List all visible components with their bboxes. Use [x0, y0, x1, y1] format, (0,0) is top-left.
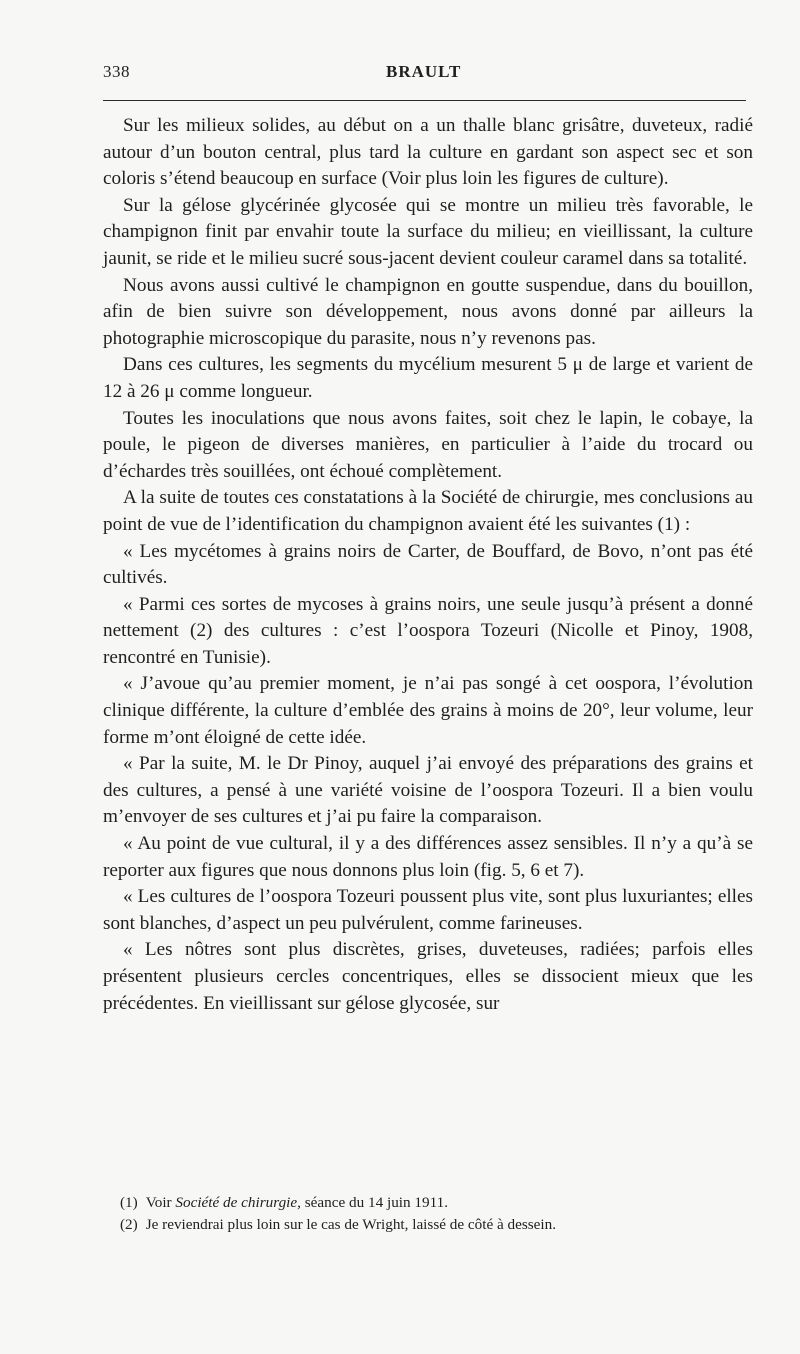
paragraph: « Par la suite, M. le Dr Pinoy, auquel j’ai envoyé des préparations des grains et des cultures, a pensé à une variété voisine de l’oospora Tozeuri. Il a bien voulu m’envoyer de ses cultures et j’ai pu faire la comparaison.: [103, 753, 753, 828]
header-rule: [103, 100, 746, 101]
paragraph: Nous avons aussi cultivé le champignon en goutte suspendue, dans du bouillon, afin de bien suivre son développement, nous avons donné par ailleurs la photographie microscopique du parasite, nous n’y revenons pas.: [103, 274, 753, 349]
paragraph: « Les cultures de l’oospora Tozeuri poussent plus vite, sont plus luxuriantes; elles sont blanches, d’aspect un peu pulvérulent, comme farineuses.: [103, 886, 753, 934]
page-number: 338: [103, 62, 130, 81]
running-title: BRAULT: [386, 62, 462, 81]
footnote-1: [120, 1192, 740, 1214]
footnote-text: Voir: [145, 1194, 172, 1211]
footnote-journal: Société de chirurgie,: [175, 1194, 301, 1211]
paragraph: Dans ces cultures, les segments du mycélium mesurent 5 μ de large et varient de 12 à 26 μ comme longueur.: [103, 354, 753, 402]
paragraph: Toutes les inoculations que nous avons faites, soit chez le lapin, le cobaye, la poule, le pigeon de diverses manières, en particulier à l’aide du trocard ou d’échardes très souillées, ont échoué complètement.: [103, 407, 753, 482]
page-header: [103, 62, 746, 86]
paragraph: « J’avoue qu’au premier moment, je n’ai pas songé à cet oospora, l’évolution clinique différente, la culture d’emblée des grains à moins de 20°, leur volume, leur forme m’ont éloigné de cette idée.: [103, 673, 753, 748]
paragraph: « Les mycétomes à grains noirs de Carter, de Bouffard, de Bovo, n’ont pas été cultivés.: [103, 540, 753, 589]
footnote-marker: (1): [120, 1194, 138, 1211]
paragraph: A la suite de toutes ces constatations à la Société de chirurgie, mes conclusions au point de vue de l’identification du champignon avaient été les suivantes (1) :: [103, 487, 753, 535]
footnote-2: [120, 1214, 740, 1236]
footnotes: [120, 1192, 740, 1236]
footnote-text: séance du 14 juin 1911.: [304, 1194, 449, 1211]
paragraph: « Les nôtres sont plus discrètes, grises, duveteuses, radiées; parfois elles présentent plusieurs cercles concentriques, elles se dissocient mieux que les précédentes. En vieillissant sur gélose glycosée, sur: [103, 939, 753, 1014]
body-text: [103, 113, 753, 1017]
paragraph: « Au point de vue cultural, il y a des différences assez sensibles. Il n’y a qu’à se reporter aux figures que nous donnons plus loin (fig. 5, 6 et 7).: [103, 833, 753, 881]
footnote-text: Je reviendrai plus loin sur le cas de Wright, laissé de côté à dessein.: [145, 1216, 557, 1233]
footnote-marker: (2): [120, 1216, 138, 1233]
paragraph: Sur les milieux solides, au début on a un thalle blanc grisâtre, duveteux, radié autour d’un bouton central, plus tard la culture en gardant son aspect sec et son coloris s’étend beaucoup en surface (Voir plus loin les figures de culture).: [103, 115, 753, 190]
paragraph: Sur la gélose glycérinée glycosée qui se montre un milieu très favorable, le champignon finit par envahir toute la surface du milieu; en vieillissant, la culture jaunit, se ride et le milieu sucré sous-jacent devient couleur caramel dans sa totalité.: [103, 194, 753, 269]
paragraph: « Parmi ces sortes de mycoses à grains noirs, une seule jusqu’à présent a donné nettement (2) des cultures : c’est l’oospora Tozeuri (Nicolle et Pinoy, 1908, rencontré en Tunisie).: [103, 593, 753, 668]
